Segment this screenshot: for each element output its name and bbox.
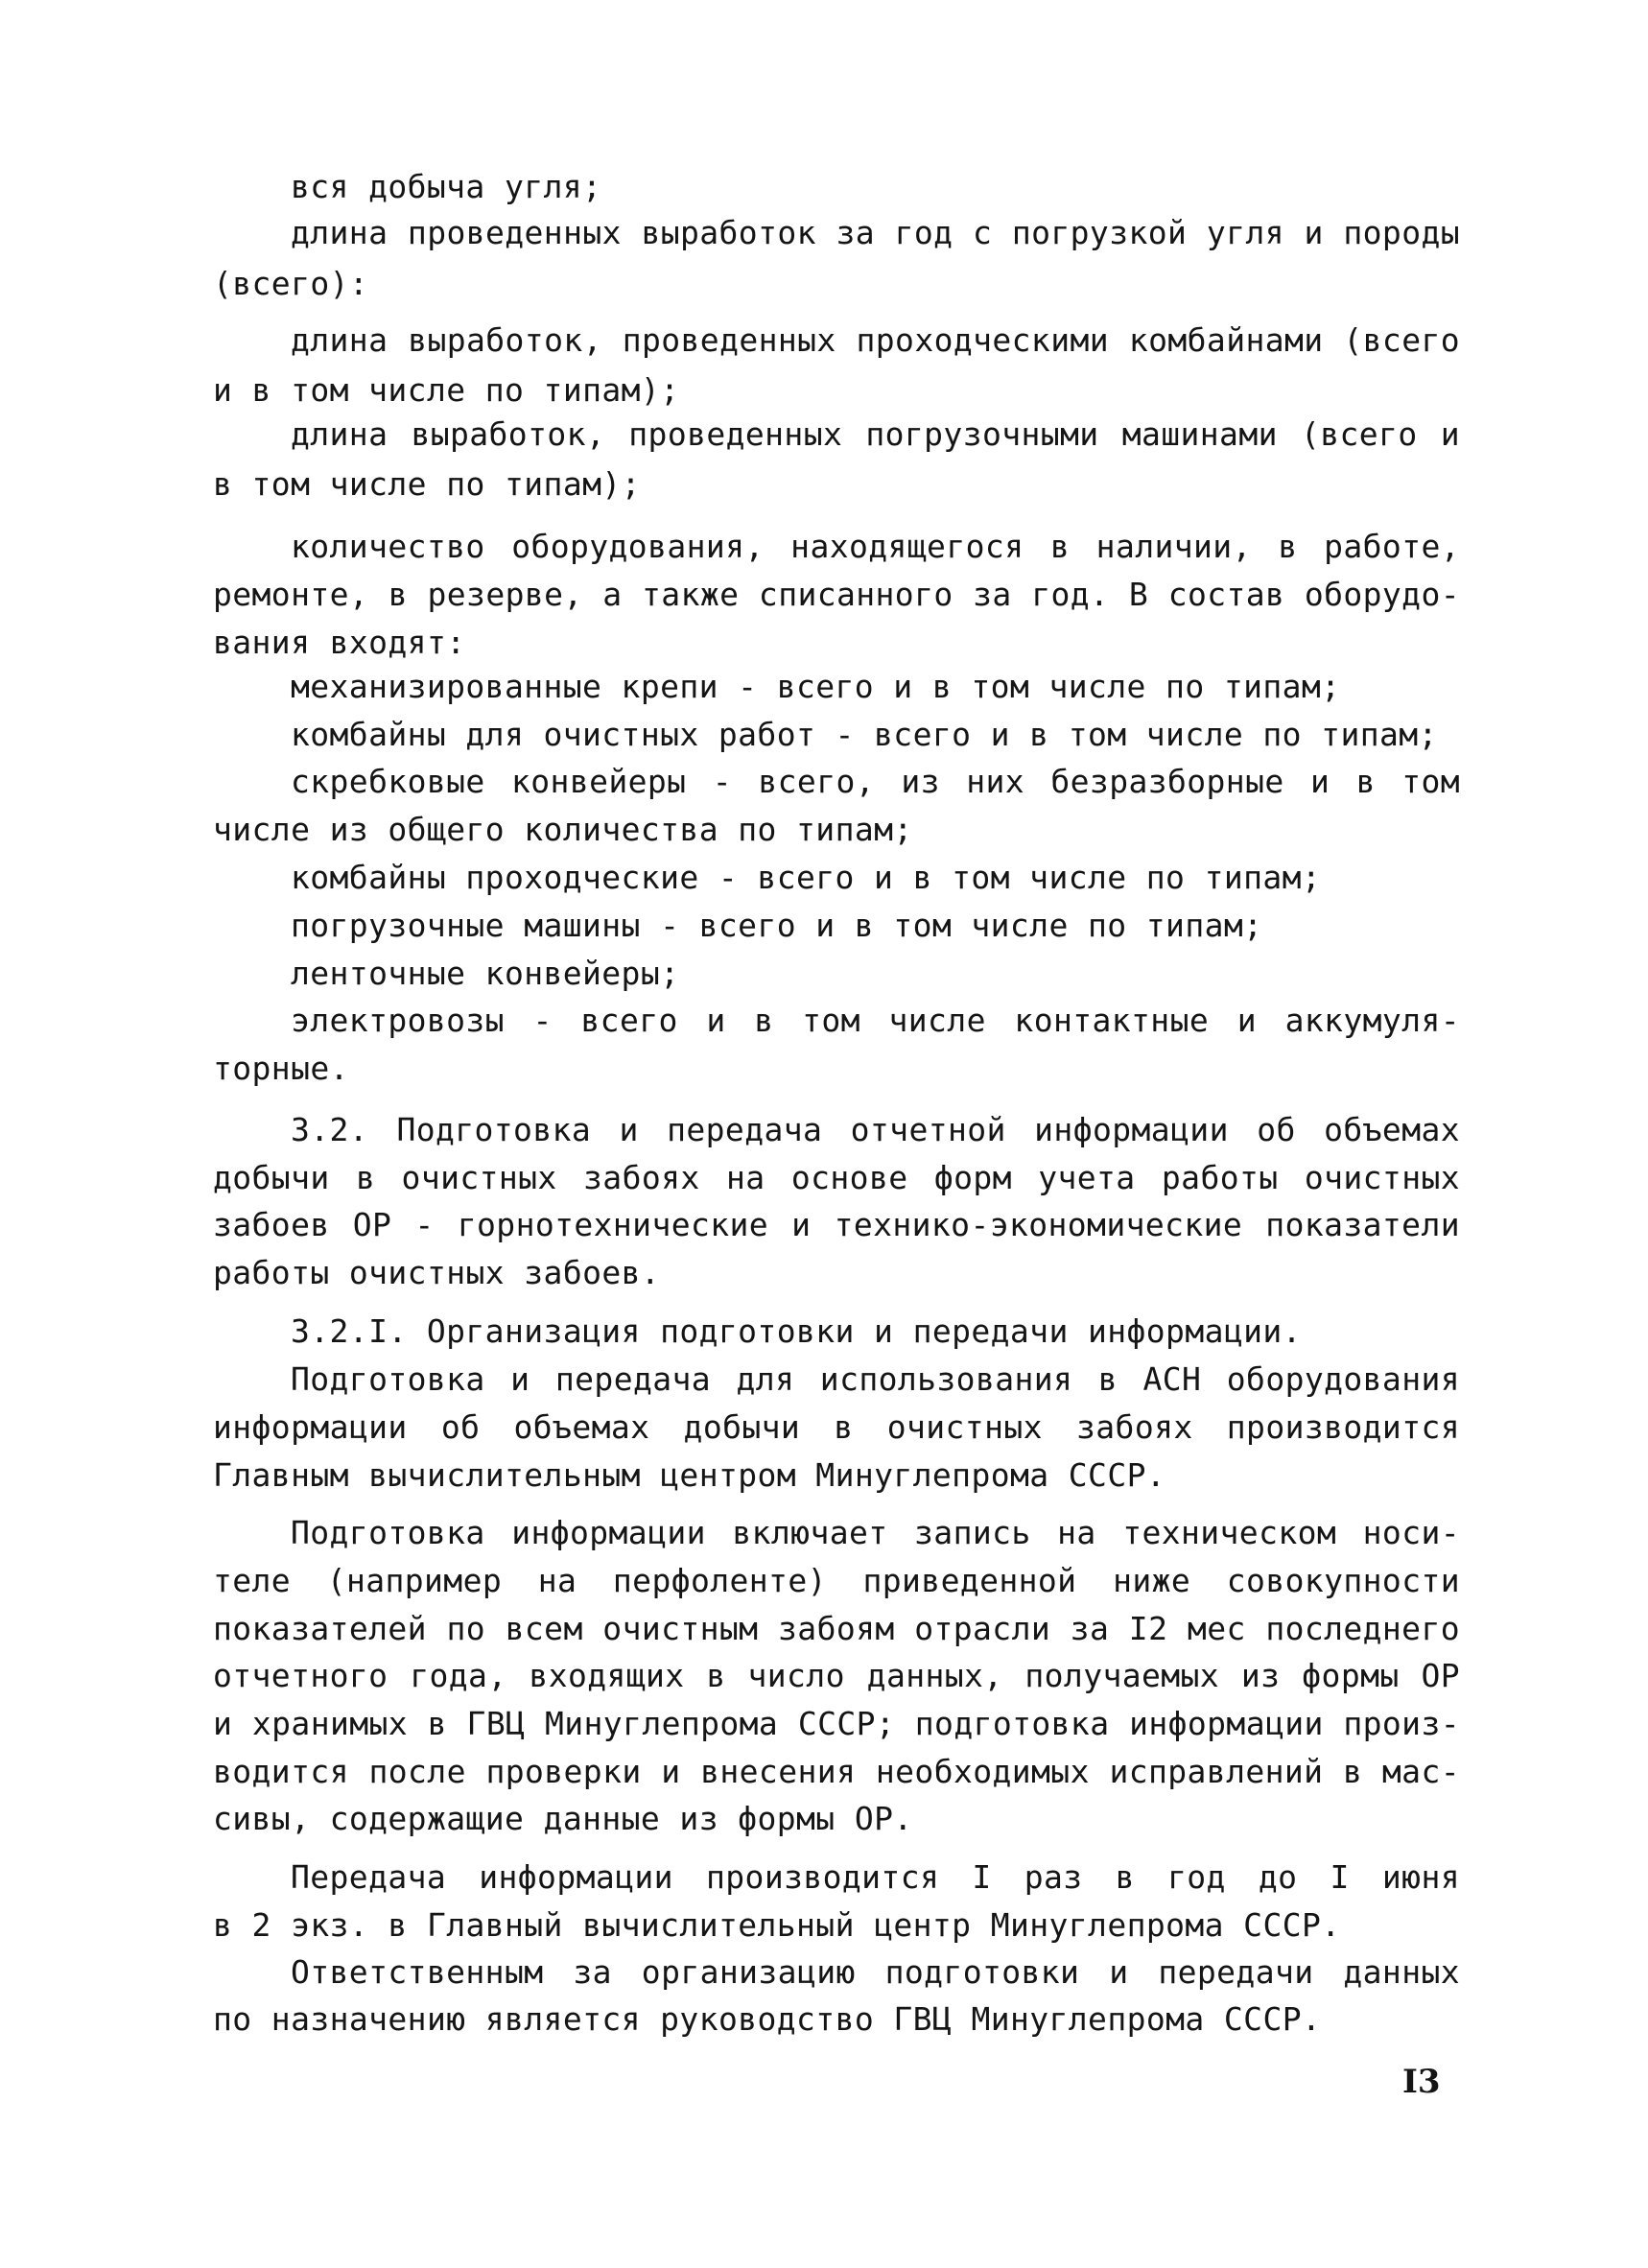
text-line: в 2 экз. в Главный вычислительный центр Минуглепрома СССР.: [213, 1906, 1341, 1944]
text-line: вания входят:: [213, 624, 466, 661]
text-line: вся добыча угля;: [291, 168, 602, 205]
text-line: и в том числе по типам);: [213, 371, 680, 409]
text-line: электровозы - всего и в том числе контактные и аккумуля-: [291, 1002, 1460, 1039]
text-line: теле (например на перфоленте) приведенной ниже совокупности: [213, 1562, 1460, 1599]
text-line: отчетного года, входящих в число данных, получаемых из формы ОР: [213, 1657, 1460, 1694]
text-line: числе из общего количества по типам;: [213, 811, 913, 848]
text-line: 3.2.I. Организация подготовки и передачи информации.: [291, 1312, 1302, 1350]
text-line: длина проведенных выработок за год с погрузкой угля и породы: [291, 214, 1460, 251]
text-line: по назначению является руководство ГВЦ Минуглепрома СССР.: [213, 2000, 1322, 2038]
text-line: водится после проверки и внесения необходимых исправлений в мас-: [213, 1753, 1460, 1790]
text-line: длина выработок, проведенных проходческими комбайнами (всего: [291, 321, 1460, 359]
text-line: механизированные крепи - всего и в том числе по типам;: [291, 668, 1341, 705]
text-line: Передача информации производится I раз в год до I июня: [291, 1858, 1460, 1896]
text-line: 3.2. Подготовка и передача отчетной информации об объемах: [291, 1111, 1460, 1148]
text-line: торные.: [213, 1050, 349, 1087]
text-line: ремонте, в резерве, а также списанного за год. В состав оборудо-: [213, 576, 1460, 613]
text-line: ленточные конвейеры;: [291, 955, 680, 992]
text-line: показателей по всем очистным забоям отрасли за I2 мес последнего: [213, 1610, 1460, 1647]
text-line: забоев ОР - горнотехнические и технико-экономические показатели: [213, 1206, 1460, 1243]
text-line: добычи в очистных забоях на основе форм учета работы очистных: [213, 1159, 1460, 1196]
text-line: работы очистных забоев.: [213, 1254, 661, 1291]
text-line: сивы, содержащие данные из формы ОР.: [213, 1800, 913, 1837]
text-line: информации об объемах добычи в очистных забоях производится: [213, 1408, 1460, 1446]
text-line: и хранимых в ГВЦ Минуглепрома СССР; подготовка информации произ-: [213, 1705, 1460, 1742]
text-line: (всего):: [213, 265, 369, 302]
text-line: Подготовка и передача для использования в АСН оборудования: [291, 1360, 1460, 1398]
page-number: I3: [1402, 2063, 1441, 2101]
text-line: скребковые конвейеры - всего, из них безразборные и в том: [291, 763, 1460, 800]
text-line: погрузочные машины - всего и в том числе по типам;: [291, 907, 1263, 944]
text-line: Ответственным за организацию подготовки и передачи данных: [291, 1953, 1460, 1991]
text-line: количество оборудования, находящегося в наличии, в работе,: [291, 528, 1460, 565]
text-line: Главным вычислительным центром Минуглепрома СССР.: [213, 1456, 1166, 1494]
text-line: комбайны проходческие - всего и в том числе по типам;: [291, 859, 1322, 896]
text-line: Подготовка информации включает запись на техническом носи-: [291, 1514, 1460, 1551]
text-line: длина выработок, проведенных погрузочными машинами (всего и: [291, 415, 1460, 453]
text-line: в том числе по типам);: [213, 465, 641, 503]
text-line: комбайны для очистных работ - всего и в том числе по типам;: [291, 716, 1438, 753]
